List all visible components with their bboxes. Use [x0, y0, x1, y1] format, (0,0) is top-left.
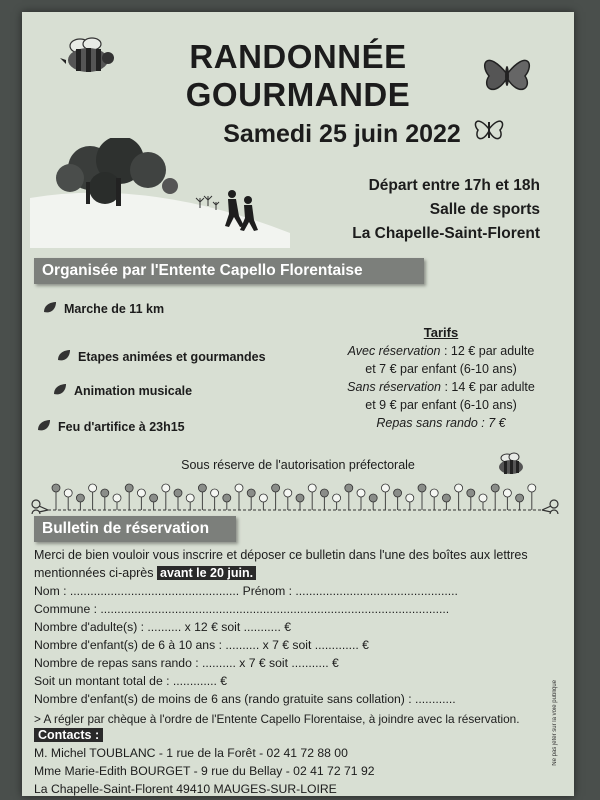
activity-item	[74, 384, 192, 398]
flower-head	[320, 489, 328, 497]
flower-head	[150, 494, 158, 502]
contact-address: La Chapelle-Saint-Florent 49410 MAUGES-SUR-LOIRE	[34, 782, 337, 796]
flower-head	[479, 494, 487, 502]
with-reservation-adult: : 12 € par adulte	[440, 344, 535, 358]
bee-icon	[494, 452, 528, 476]
prices-heading: Tarifs	[423, 325, 459, 340]
flower-head	[333, 494, 341, 502]
flower-head	[198, 484, 206, 492]
booking-intro-text: Merci de bien vouloir vous inscrire et déposer ce bulletin dans l'une des boîtes aux lettres mentionnées ci-après	[34, 548, 528, 580]
flower-head	[162, 484, 170, 492]
flower-head	[345, 484, 353, 492]
leaf-bullet-icon	[36, 418, 52, 434]
event-date: Samedi 25 juin 2022	[223, 120, 461, 148]
booking-intro	[34, 546, 554, 582]
flower-head	[113, 494, 121, 502]
prefecture-notice: Sous réserve de l'autorisation préfectorale	[181, 458, 415, 472]
flower-head	[211, 489, 219, 497]
booking-form-banner: Bulletin de réservation	[34, 516, 236, 542]
organizer-banner: Organisée par l'Entente Capello Florentaise	[34, 258, 424, 284]
commune-field-line[interactable]: Commune : .......................................................................................................	[34, 602, 450, 616]
flower-head	[442, 494, 450, 502]
flower-head	[369, 494, 377, 502]
name-field-line[interactable]: Nom : .................................................. Prénom : ................................................	[34, 584, 458, 598]
town: La Chapelle-Saint-Florent	[352, 225, 540, 242]
meals-field-line[interactable]: Nombre de repas sans rando : .......... x 7 € soit ........... €	[34, 656, 339, 670]
without-reservation-label: Sans réservation	[347, 380, 441, 394]
flower-head	[455, 484, 463, 492]
flower-head	[89, 484, 97, 492]
flower-head	[247, 489, 255, 497]
activity-label: Etapes animées et gourmandes	[78, 350, 266, 364]
contact-1: M. Michel TOUBLANC - 1 rue de la Forêt - 02 41 72 88 00	[34, 746, 348, 760]
leaf-bullet-icon	[42, 300, 58, 316]
without-reservation-adult: : 14 € par adulte	[440, 380, 535, 394]
with-reservation-label: Avec réservation	[347, 344, 441, 358]
litter-notice: Ne pas jeter sur la voie publique	[552, 680, 558, 766]
activity-item	[78, 350, 266, 364]
flower-head	[491, 484, 499, 492]
under6-field-line[interactable]: Nombre d'enfant(s) de moins de 6 ans (rando gratuite sans collation) : ............	[34, 692, 456, 706]
activity-label: Animation musicale	[74, 384, 193, 398]
flower-head	[284, 489, 292, 497]
flower-head	[272, 484, 280, 492]
flyer-sheet	[22, 12, 574, 796]
without-reservation-child: et 9 € par enfant (6-10 ans)	[365, 398, 517, 412]
adults-field-line[interactable]: Nombre d'adulte(s) : .......... x 12 € soit ........... €	[34, 620, 292, 634]
flower-head	[64, 489, 72, 497]
contact-2: Mme Marie-Edith BOURGET - 9 rue du Bellay - 02 41 72 71 92	[34, 764, 375, 778]
flower-head	[137, 489, 145, 497]
prices-block	[322, 324, 560, 432]
flower-head	[52, 484, 60, 492]
flower-head	[308, 484, 316, 492]
flower-head	[186, 494, 194, 502]
title-line-1: RANDONNÉE	[189, 38, 407, 75]
deadline-highlight: avant le 20 juin.	[157, 566, 256, 580]
flower-head	[528, 484, 536, 492]
activity-label: Feu d'artifice à 23h15	[58, 420, 185, 434]
venue: Salle de sports	[429, 201, 540, 218]
flower-head	[467, 489, 475, 497]
flower-head	[418, 484, 426, 492]
flower-head	[174, 489, 182, 497]
flower-head	[516, 494, 524, 502]
flower-head	[76, 494, 84, 502]
children-field-line[interactable]: Nombre d'enfant(s) de 6 à 10 ans : .......... x 7 € soit ............. €	[34, 638, 369, 652]
activity-item	[58, 420, 185, 434]
contacts-label: Contacts :	[34, 728, 103, 742]
flower-head	[296, 494, 304, 502]
departure-time: Départ entre 17h et 18h	[368, 177, 540, 194]
payment-instructions: > A régler par chèque à l'ordre de l'Entente Capello Florentaise, à joindre avec la réservation.	[34, 712, 520, 726]
flower-head	[235, 484, 243, 492]
flower-head	[503, 489, 511, 497]
flower-head	[259, 494, 267, 502]
flower-border-cut-line	[30, 474, 560, 514]
with-reservation-child: et 7 € par enfant (6-10 ans)	[365, 362, 517, 376]
flower-head	[101, 489, 109, 497]
leaf-bullet-icon	[52, 382, 68, 398]
leaf-bullet-icon	[56, 348, 72, 364]
flower-head	[357, 489, 365, 497]
total-field-line[interactable]: Soit un montant total de : ............. €	[34, 674, 228, 688]
hikers-landscape-illustration	[30, 138, 300, 248]
flower-head	[394, 489, 402, 497]
flower-head	[406, 494, 414, 502]
activity-item	[64, 302, 164, 316]
flower-row	[52, 484, 536, 510]
flower-head	[125, 484, 133, 492]
flower-head	[223, 494, 231, 502]
meal-only-price: Repas sans rando : 7 €	[376, 416, 506, 430]
flower-head	[430, 489, 438, 497]
activity-label: Marche de 11 km	[64, 302, 165, 316]
title-line-2: GOURMANDE	[185, 76, 411, 113]
flower-head	[381, 484, 389, 492]
